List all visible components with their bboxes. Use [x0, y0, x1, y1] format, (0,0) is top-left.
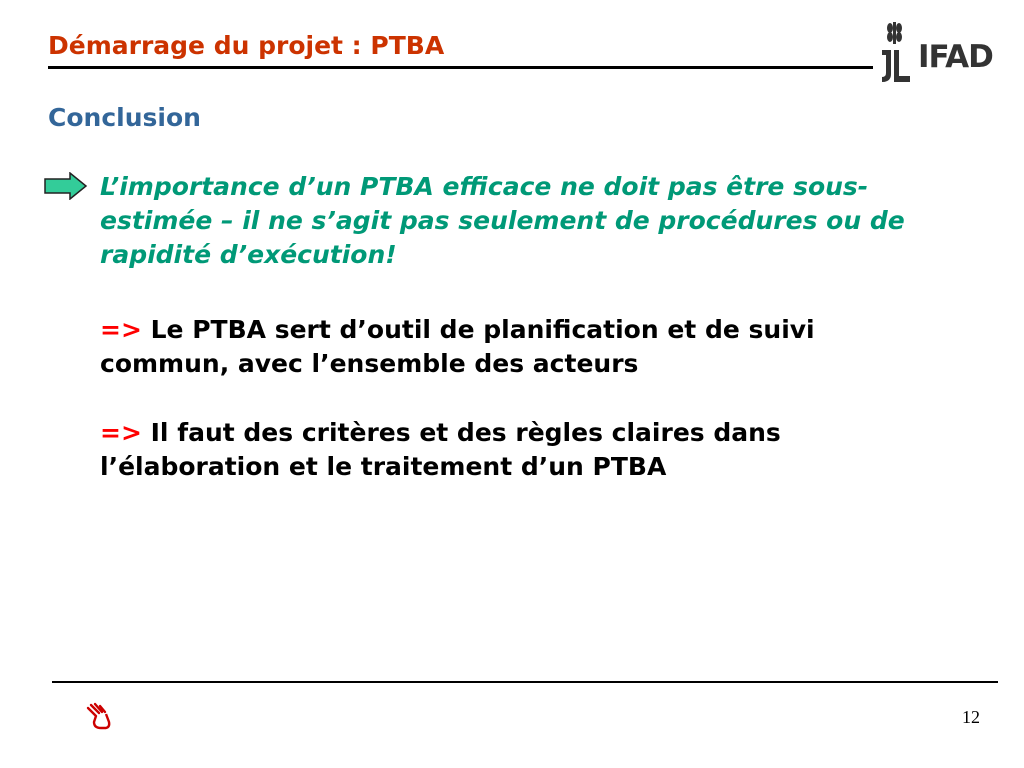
- bullet-point: [100, 416, 930, 484]
- pointing-hand-icon: [84, 702, 112, 730]
- section-heading: Conclusion: [48, 103, 201, 132]
- bullet-text: Il faut des critères et des règles claires dans l’élaboration et le traitement d’un PTBA: [100, 418, 781, 481]
- footer-divider: [52, 681, 998, 683]
- bullet-marker: =>: [100, 315, 142, 344]
- arrow-right-icon: [44, 172, 88, 200]
- lead-text: L’importance d’un PTBA efficace ne doit pas être sous-estimée – il ne s’agit pas seulement de procédures ou de rapidité d’exécution!: [100, 172, 905, 269]
- slide-title: Démarrage du projet : PTBA: [48, 31, 445, 60]
- bullet-point: [100, 313, 930, 381]
- logo-text: IFAD: [918, 39, 993, 75]
- title-divider: [48, 66, 873, 69]
- bullet-text: Le PTBA sert d’outil de planification et de suivi commun, avec l’ensemble des acteurs: [100, 315, 815, 378]
- page-number: 12: [962, 707, 980, 727]
- wheat-icon: [882, 22, 910, 82]
- bullet-marker: =>: [100, 418, 142, 447]
